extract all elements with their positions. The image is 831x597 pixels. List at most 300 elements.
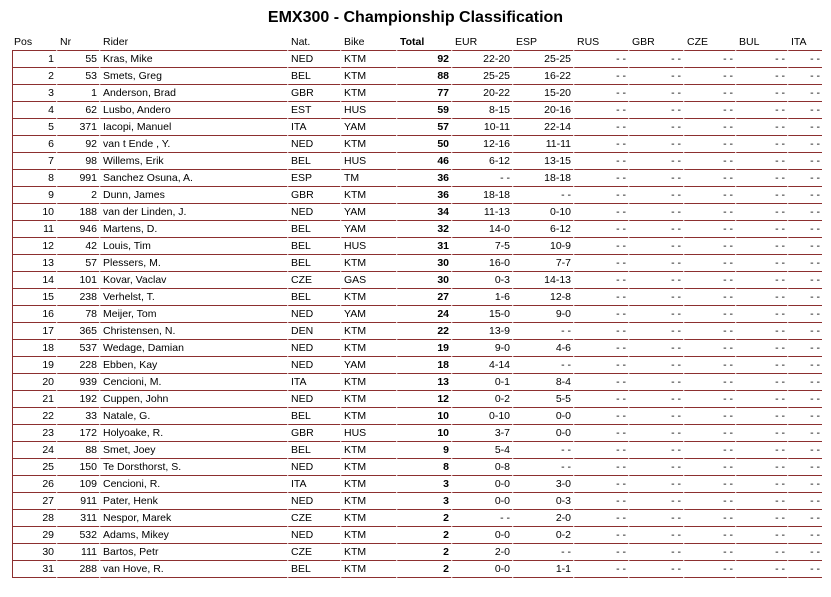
cell-nr: 537 (56, 340, 99, 357)
cell-pos: 10 (12, 204, 56, 221)
cell-pos: 1 (12, 51, 56, 68)
col-header-bike: Bike (340, 34, 396, 51)
cell-bike: KTM (340, 289, 396, 306)
cell-pos: 29 (12, 527, 56, 544)
table-row (12, 102, 822, 119)
cell-eur: 25-25 (451, 68, 512, 85)
cell-total: 77 (396, 85, 451, 102)
cell-total: 2 (396, 561, 451, 578)
cell-eur: - - (451, 510, 512, 527)
cell-bul: - - (735, 187, 787, 204)
cell-bike: YAM (340, 221, 396, 238)
cell-bike: KTM (340, 187, 396, 204)
cell-gbr: - - (628, 544, 683, 561)
cell-esp: 10-9 (512, 238, 573, 255)
cell-nr: 365 (56, 323, 99, 340)
cell-esp: 22-14 (512, 119, 573, 136)
table-row (12, 187, 822, 204)
cell-nr: 92 (56, 136, 99, 153)
cell-nat: BEL (287, 561, 340, 578)
cell-eur: 14-0 (451, 221, 512, 238)
table-row (12, 272, 822, 289)
cell-esp: 0-3 (512, 493, 573, 510)
cell-rider: Bartos, Petr (99, 544, 287, 561)
cell-total: 30 (396, 255, 451, 272)
cell-eur: 18-18 (451, 187, 512, 204)
cell-nat: BEL (287, 255, 340, 272)
cell-pos: 3 (12, 85, 56, 102)
cell-cze: - - (683, 187, 735, 204)
cell-eur: 5-4 (451, 442, 512, 459)
cell-ita: - - (787, 187, 822, 204)
cell-bike: KTM (340, 136, 396, 153)
cell-gbr: - - (628, 340, 683, 357)
cell-esp: 8-4 (512, 374, 573, 391)
table-row (12, 153, 822, 170)
cell-nat: NED (287, 136, 340, 153)
col-header-esp: ESP (512, 34, 573, 51)
cell-pos: 5 (12, 119, 56, 136)
cell-ita: - - (787, 459, 822, 476)
cell-ita: - - (787, 527, 822, 544)
cell-nr: 109 (56, 476, 99, 493)
cell-esp: 7-7 (512, 255, 573, 272)
cell-rus: - - (573, 340, 628, 357)
cell-bike: KTM (340, 527, 396, 544)
col-header-cze: CZE (683, 34, 735, 51)
cell-bul: - - (735, 238, 787, 255)
cell-nr: 55 (56, 51, 99, 68)
cell-rider: Iacopi, Manuel (99, 119, 287, 136)
cell-nr: 288 (56, 561, 99, 578)
cell-rider: Meijer, Tom (99, 306, 287, 323)
cell-eur: 1-6 (451, 289, 512, 306)
table-row (12, 136, 822, 153)
cell-gbr: - - (628, 68, 683, 85)
cell-esp: - - (512, 323, 573, 340)
table-row (12, 255, 822, 272)
cell-eur: 9-0 (451, 340, 512, 357)
col-header-rider: Rider (99, 34, 287, 51)
cell-bul: - - (735, 170, 787, 187)
cell-bul: - - (735, 306, 787, 323)
table-row (12, 476, 822, 493)
cell-ita: - - (787, 493, 822, 510)
cell-nat: BEL (287, 68, 340, 85)
cell-bul: - - (735, 323, 787, 340)
cell-rus: - - (573, 425, 628, 442)
cell-total: 2 (396, 544, 451, 561)
cell-pos: 21 (12, 391, 56, 408)
cell-nr: 150 (56, 459, 99, 476)
cell-ita: - - (787, 255, 822, 272)
cell-nat: NED (287, 204, 340, 221)
cell-nr: 1 (56, 85, 99, 102)
cell-cze: - - (683, 340, 735, 357)
cell-cze: - - (683, 102, 735, 119)
cell-bul: - - (735, 357, 787, 374)
cell-nr: 57 (56, 255, 99, 272)
cell-nr: 98 (56, 153, 99, 170)
cell-esp: 6-12 (512, 221, 573, 238)
cell-ita: - - (787, 476, 822, 493)
cell-cze: - - (683, 289, 735, 306)
cell-nr: 53 (56, 68, 99, 85)
cell-rider: Louis, Tim (99, 238, 287, 255)
cell-rider: Cencioni, M. (99, 374, 287, 391)
cell-esp: 5-5 (512, 391, 573, 408)
cell-bul: - - (735, 408, 787, 425)
cell-rus: - - (573, 289, 628, 306)
cell-pos: 15 (12, 289, 56, 306)
cell-nat: NED (287, 340, 340, 357)
cell-rus: - - (573, 187, 628, 204)
cell-nr: 192 (56, 391, 99, 408)
cell-bike: KTM (340, 85, 396, 102)
cell-nr: 911 (56, 493, 99, 510)
cell-esp: 18-18 (512, 170, 573, 187)
cell-nat: NED (287, 459, 340, 476)
table-row (12, 459, 822, 476)
cell-gbr: - - (628, 476, 683, 493)
cell-gbr: - - (628, 442, 683, 459)
table-row (12, 493, 822, 510)
cell-rus: - - (573, 204, 628, 221)
cell-bul: - - (735, 425, 787, 442)
cell-ita: - - (787, 51, 822, 68)
cell-bul: - - (735, 51, 787, 68)
cell-rider: Dunn, James (99, 187, 287, 204)
cell-eur: 3-7 (451, 425, 512, 442)
cell-eur: 20-22 (451, 85, 512, 102)
cell-eur: 12-16 (451, 136, 512, 153)
cell-cze: - - (683, 408, 735, 425)
cell-bul: - - (735, 289, 787, 306)
col-header-rus: RUS (573, 34, 628, 51)
cell-total: 10 (396, 408, 451, 425)
cell-cze: - - (683, 510, 735, 527)
cell-rus: - - (573, 238, 628, 255)
cell-rider: Willems, Erik (99, 153, 287, 170)
cell-nr: 2 (56, 187, 99, 204)
cell-nr: 532 (56, 527, 99, 544)
cell-ita: - - (787, 374, 822, 391)
col-header-eur: EUR (451, 34, 512, 51)
cell-rider: Martens, D. (99, 221, 287, 238)
cell-total: 88 (396, 68, 451, 85)
table-row (12, 170, 822, 187)
cell-nat: CZE (287, 544, 340, 561)
cell-total: 18 (396, 357, 451, 374)
cell-ita: - - (787, 323, 822, 340)
cell-gbr: - - (628, 85, 683, 102)
cell-pos: 7 (12, 153, 56, 170)
cell-eur: 22-20 (451, 51, 512, 68)
cell-ita: - - (787, 204, 822, 221)
cell-gbr: - - (628, 493, 683, 510)
cell-bike: KTM (340, 68, 396, 85)
cell-esp: - - (512, 357, 573, 374)
table-row (12, 51, 822, 68)
cell-gbr: - - (628, 51, 683, 68)
cell-gbr: - - (628, 153, 683, 170)
cell-nr: 371 (56, 119, 99, 136)
cell-nat: BEL (287, 289, 340, 306)
cell-pos: 16 (12, 306, 56, 323)
cell-bul: - - (735, 459, 787, 476)
cell-bul: - - (735, 391, 787, 408)
cell-total: 3 (396, 476, 451, 493)
cell-esp: 14-13 (512, 272, 573, 289)
cell-nat: EST (287, 102, 340, 119)
cell-nr: 238 (56, 289, 99, 306)
cell-pos: 6 (12, 136, 56, 153)
cell-bul: - - (735, 255, 787, 272)
cell-total: 50 (396, 136, 451, 153)
cell-cze: - - (683, 51, 735, 68)
cell-rus: - - (573, 510, 628, 527)
cell-ita: - - (787, 119, 822, 136)
cell-esp: 9-0 (512, 306, 573, 323)
cell-gbr: - - (628, 136, 683, 153)
cell-nat: NED (287, 493, 340, 510)
cell-esp: - - (512, 544, 573, 561)
cell-total: 36 (396, 187, 451, 204)
cell-ita: - - (787, 68, 822, 85)
cell-rider: van der Linden, J. (99, 204, 287, 221)
cell-total: 22 (396, 323, 451, 340)
cell-nat: ITA (287, 476, 340, 493)
cell-eur: 0-3 (451, 272, 512, 289)
cell-nat: NED (287, 306, 340, 323)
cell-gbr: - - (628, 289, 683, 306)
cell-nat: GBR (287, 85, 340, 102)
cell-nat: GBR (287, 425, 340, 442)
cell-total: 31 (396, 238, 451, 255)
header-row (12, 34, 822, 51)
cell-rider: Sanchez Osuna, A. (99, 170, 287, 187)
cell-nr: 311 (56, 510, 99, 527)
cell-rus: - - (573, 374, 628, 391)
cell-rider: Adams, Mikey (99, 527, 287, 544)
cell-rus: - - (573, 493, 628, 510)
cell-rider: Plessers, M. (99, 255, 287, 272)
cell-gbr: - - (628, 357, 683, 374)
cell-bul: - - (735, 476, 787, 493)
table-row (12, 323, 822, 340)
page-title: EMX300 - Championship Classification (267, 9, 564, 26)
cell-cze: - - (683, 493, 735, 510)
cell-pos: 9 (12, 187, 56, 204)
cell-gbr: - - (628, 425, 683, 442)
cell-gbr: - - (628, 187, 683, 204)
cell-nr: 33 (56, 408, 99, 425)
cell-rus: - - (573, 357, 628, 374)
cell-nat: ESP (287, 170, 340, 187)
cell-rus: - - (573, 85, 628, 102)
cell-ita: - - (787, 85, 822, 102)
cell-pos: 28 (12, 510, 56, 527)
cell-total: 46 (396, 153, 451, 170)
cell-bike: KTM (340, 51, 396, 68)
cell-gbr: - - (628, 119, 683, 136)
table-row (12, 544, 822, 561)
cell-rus: - - (573, 561, 628, 578)
cell-bul: - - (735, 102, 787, 119)
cell-total: 57 (396, 119, 451, 136)
cell-rus: - - (573, 136, 628, 153)
cell-rider: Smet, Joey (99, 442, 287, 459)
cell-ita: - - (787, 306, 822, 323)
cell-cze: - - (683, 255, 735, 272)
cell-eur: 0-0 (451, 527, 512, 544)
cell-bul: - - (735, 374, 787, 391)
cell-cze: - - (683, 170, 735, 187)
cell-gbr: - - (628, 374, 683, 391)
cell-pos: 22 (12, 408, 56, 425)
table-row (12, 85, 822, 102)
cell-rider: Verhelst, T. (99, 289, 287, 306)
cell-cze: - - (683, 306, 735, 323)
cell-rus: - - (573, 323, 628, 340)
cell-total: 32 (396, 221, 451, 238)
cell-bike: KTM (340, 493, 396, 510)
cell-bike: KTM (340, 391, 396, 408)
cell-cze: - - (683, 204, 735, 221)
cell-esp: 25-25 (512, 51, 573, 68)
cell-cze: - - (683, 272, 735, 289)
cell-esp: 12-8 (512, 289, 573, 306)
cell-nat: BEL (287, 238, 340, 255)
table-row (12, 408, 822, 425)
cell-bike: GAS (340, 272, 396, 289)
cell-ita: - - (787, 510, 822, 527)
table-row (12, 221, 822, 238)
cell-rider: Wedage, Damian (99, 340, 287, 357)
cell-bike: KTM (340, 340, 396, 357)
cell-bike: YAM (340, 357, 396, 374)
cell-bul: - - (735, 85, 787, 102)
col-header-nr: Nr (56, 34, 99, 51)
cell-eur: 10-11 (451, 119, 512, 136)
cell-pos: 27 (12, 493, 56, 510)
cell-nat: BEL (287, 153, 340, 170)
cell-ita: - - (787, 153, 822, 170)
cell-bul: - - (735, 204, 787, 221)
cell-ita: - - (787, 561, 822, 578)
cell-esp: 20-16 (512, 102, 573, 119)
cell-pos: 13 (12, 255, 56, 272)
cell-ita: - - (787, 102, 822, 119)
cell-bike: HUS (340, 425, 396, 442)
cell-cze: - - (683, 85, 735, 102)
cell-nat: NED (287, 527, 340, 544)
cell-ita: - - (787, 442, 822, 459)
cell-rus: - - (573, 221, 628, 238)
cell-eur: 4-14 (451, 357, 512, 374)
cell-gbr: - - (628, 459, 683, 476)
cell-rider: Ebben, Kay (99, 357, 287, 374)
cell-bike: KTM (340, 561, 396, 578)
cell-bike: HUS (340, 153, 396, 170)
cell-ita: - - (787, 357, 822, 374)
cell-cze: - - (683, 153, 735, 170)
cell-esp: 1-1 (512, 561, 573, 578)
cell-bul: - - (735, 510, 787, 527)
cell-total: 19 (396, 340, 451, 357)
cell-bul: - - (735, 340, 787, 357)
cell-bike: HUS (340, 238, 396, 255)
cell-bike: KTM (340, 476, 396, 493)
cell-bike: KTM (340, 408, 396, 425)
cell-nat: NED (287, 357, 340, 374)
cell-esp: 4-6 (512, 340, 573, 357)
cell-rus: - - (573, 527, 628, 544)
cell-rider: Cuppen, John (99, 391, 287, 408)
classification-table (12, 34, 822, 578)
cell-bike: YAM (340, 204, 396, 221)
cell-pos: 14 (12, 272, 56, 289)
cell-bul: - - (735, 272, 787, 289)
cell-rider: Anderson, Brad (99, 85, 287, 102)
cell-rus: - - (573, 255, 628, 272)
table-row (12, 425, 822, 442)
cell-rider: Cencioni, R. (99, 476, 287, 493)
cell-total: 10 (396, 425, 451, 442)
cell-gbr: - - (628, 408, 683, 425)
cell-eur: 0-0 (451, 493, 512, 510)
cell-bul: - - (735, 119, 787, 136)
cell-bike: YAM (340, 306, 396, 323)
cell-rus: - - (573, 459, 628, 476)
cell-nat: ITA (287, 374, 340, 391)
cell-total: 9 (396, 442, 451, 459)
cell-nr: 78 (56, 306, 99, 323)
table-row (12, 119, 822, 136)
cell-rider: Pater, Henk (99, 493, 287, 510)
cell-cze: - - (683, 561, 735, 578)
cell-ita: - - (787, 238, 822, 255)
cell-ita: - - (787, 544, 822, 561)
cell-eur: 7-5 (451, 238, 512, 255)
cell-ita: - - (787, 408, 822, 425)
cell-cze: - - (683, 391, 735, 408)
cell-eur: 0-2 (451, 391, 512, 408)
cell-bike: KTM (340, 510, 396, 527)
cell-rus: - - (573, 391, 628, 408)
cell-esp: 16-22 (512, 68, 573, 85)
cell-nr: 188 (56, 204, 99, 221)
cell-gbr: - - (628, 510, 683, 527)
cell-rus: - - (573, 442, 628, 459)
cell-ita: - - (787, 340, 822, 357)
cell-esp: 3-0 (512, 476, 573, 493)
cell-total: 34 (396, 204, 451, 221)
cell-esp: 0-2 (512, 527, 573, 544)
cell-bike: KTM (340, 442, 396, 459)
cell-esp: 0-0 (512, 425, 573, 442)
cell-bul: - - (735, 544, 787, 561)
cell-cze: - - (683, 374, 735, 391)
cell-nr: 111 (56, 544, 99, 561)
cell-gbr: - - (628, 527, 683, 544)
cell-eur: 0-1 (451, 374, 512, 391)
cell-bul: - - (735, 68, 787, 85)
cell-cze: - - (683, 68, 735, 85)
cell-bul: - - (735, 493, 787, 510)
cell-ita: - - (787, 221, 822, 238)
cell-gbr: - - (628, 238, 683, 255)
